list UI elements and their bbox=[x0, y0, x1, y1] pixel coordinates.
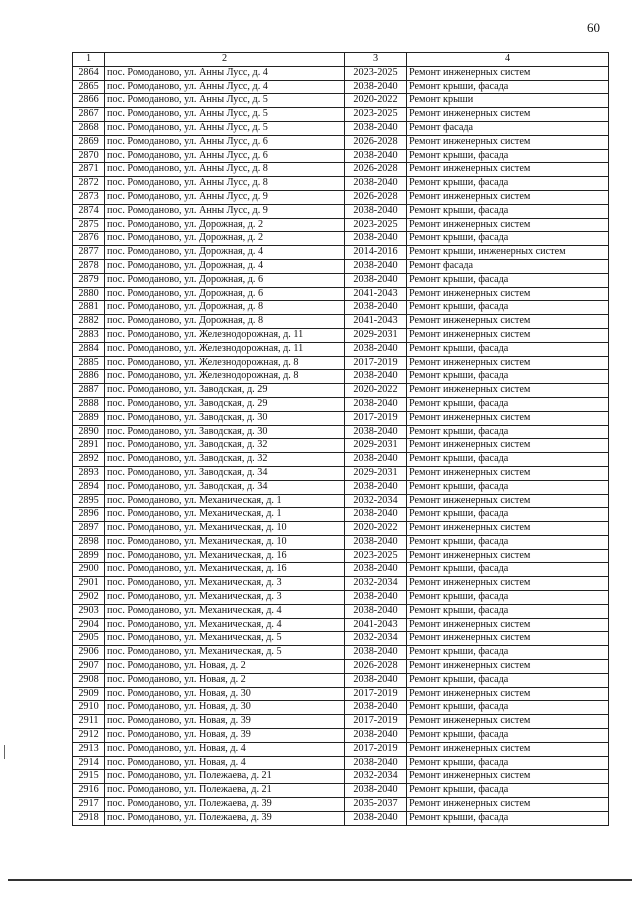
table-row bbox=[73, 811, 609, 825]
cell-address: пос. Ромоданово, ул. Механическая, д. 10 bbox=[105, 535, 345, 549]
cell-period: 2032-2034 bbox=[345, 577, 407, 591]
table-row bbox=[73, 508, 609, 522]
cell-work-type: Ремонт крыши, фасада bbox=[407, 756, 609, 770]
cell-row-number: 2867 bbox=[73, 108, 105, 122]
cell-address: пос. Ромоданово, ул. Механическая, д. 10 bbox=[105, 522, 345, 536]
cell-work-type: Ремонт инженерных систем bbox=[407, 522, 609, 536]
cell-period: 2032-2034 bbox=[345, 632, 407, 646]
table-row bbox=[73, 397, 609, 411]
cell-row-number: 2893 bbox=[73, 466, 105, 480]
cell-work-type: Ремонт инженерных систем bbox=[407, 384, 609, 398]
table-row bbox=[73, 480, 609, 494]
table-row bbox=[73, 411, 609, 425]
cell-work-type: Ремонт инженерных систем bbox=[407, 66, 609, 80]
cell-row-number: 2899 bbox=[73, 549, 105, 563]
table-row bbox=[73, 342, 609, 356]
cell-row-number: 2916 bbox=[73, 784, 105, 798]
table-row bbox=[73, 425, 609, 439]
cell-row-number: 2887 bbox=[73, 384, 105, 398]
cell-work-type: Ремонт крыши, фасада bbox=[407, 80, 609, 94]
cell-address: пос. Ромоданово, ул. Новая, д. 4 bbox=[105, 756, 345, 770]
cell-period: 2038-2040 bbox=[345, 425, 407, 439]
cell-work-type: Ремонт инженерных систем bbox=[407, 135, 609, 149]
cell-row-number: 2888 bbox=[73, 397, 105, 411]
repair-schedule-table bbox=[72, 52, 609, 826]
table-row bbox=[73, 646, 609, 660]
table-row bbox=[73, 577, 609, 591]
cell-address: пос. Ромоданово, ул. Механическая, д. 5 bbox=[105, 632, 345, 646]
table-row bbox=[73, 190, 609, 204]
column-header-work-type: 4 bbox=[407, 53, 609, 67]
cell-period: 2038-2040 bbox=[345, 646, 407, 660]
table-row bbox=[73, 756, 609, 770]
cell-work-type: Ремонт крыши, фасада bbox=[407, 480, 609, 494]
cell-address: пос. Ромоданово, ул. Механическая, д. 16 bbox=[105, 549, 345, 563]
cell-address: пос. Ромоданово, ул. Анны Лусс, д. 6 bbox=[105, 149, 345, 163]
cell-address: пос. Ромоданово, ул. Дорожная, д. 2 bbox=[105, 218, 345, 232]
cell-work-type: Ремонт инженерных систем bbox=[407, 108, 609, 122]
cell-address: пос. Ромоданово, ул. Дорожная, д. 4 bbox=[105, 246, 345, 260]
cell-work-type: Ремонт крыши, фасада bbox=[407, 370, 609, 384]
cell-row-number: 2866 bbox=[73, 94, 105, 108]
cell-row-number: 2876 bbox=[73, 232, 105, 246]
cell-row-number: 2868 bbox=[73, 121, 105, 135]
table-row bbox=[73, 218, 609, 232]
cell-period: 2023-2025 bbox=[345, 108, 407, 122]
table-row bbox=[73, 384, 609, 398]
cell-address: пос. Ромоданово, ул. Анны Лусс, д. 9 bbox=[105, 204, 345, 218]
table-row bbox=[73, 370, 609, 384]
cell-address: пос. Ромоданово, ул. Заводская, д. 29 bbox=[105, 397, 345, 411]
cell-row-number: 2895 bbox=[73, 494, 105, 508]
cell-address: пос. Ромоданово, ул. Механическая, д. 1 bbox=[105, 494, 345, 508]
cell-period: 2029-2031 bbox=[345, 328, 407, 342]
cell-address: пос. Ромоданово, ул. Новая, д. 4 bbox=[105, 742, 345, 756]
column-header-address: 2 bbox=[105, 53, 345, 67]
cell-period: 2038-2040 bbox=[345, 342, 407, 356]
cell-period: 2017-2019 bbox=[345, 687, 407, 701]
cell-work-type: Ремонт инженерных систем bbox=[407, 190, 609, 204]
cell-address: пос. Ромоданово, ул. Механическая, д. 4 bbox=[105, 604, 345, 618]
table-row bbox=[73, 535, 609, 549]
cell-work-type: Ремонт крыши, фасада bbox=[407, 784, 609, 798]
cell-period: 2038-2040 bbox=[345, 232, 407, 246]
cell-row-number: 2891 bbox=[73, 439, 105, 453]
cell-work-type: Ремонт крыши, фасада bbox=[407, 301, 609, 315]
table-row bbox=[73, 163, 609, 177]
cell-period: 2038-2040 bbox=[345, 204, 407, 218]
table-row bbox=[73, 453, 609, 467]
cell-period: 2026-2028 bbox=[345, 135, 407, 149]
table-row bbox=[73, 80, 609, 94]
cell-period: 2023-2025 bbox=[345, 66, 407, 80]
table-row bbox=[73, 177, 609, 191]
cell-period: 2038-2040 bbox=[345, 273, 407, 287]
cell-period: 2038-2040 bbox=[345, 591, 407, 605]
cell-address: пос. Ромоданово, ул. Дорожная, д. 8 bbox=[105, 315, 345, 329]
cell-row-number: 2915 bbox=[73, 770, 105, 784]
cell-period: 2023-2025 bbox=[345, 549, 407, 563]
cell-period: 2038-2040 bbox=[345, 563, 407, 577]
cell-work-type: Ремонт инженерных систем bbox=[407, 356, 609, 370]
table-row bbox=[73, 522, 609, 536]
cell-row-number: 2906 bbox=[73, 646, 105, 660]
cell-address: пос. Ромоданово, ул. Новая, д. 2 bbox=[105, 673, 345, 687]
cell-row-number: 2908 bbox=[73, 673, 105, 687]
table-row bbox=[73, 66, 609, 80]
cell-period: 2038-2040 bbox=[345, 811, 407, 825]
cell-address: пос. Ромоданово, ул. Заводская, д. 29 bbox=[105, 384, 345, 398]
cell-address: пос. Ромоданово, ул. Новая, д. 30 bbox=[105, 687, 345, 701]
cell-row-number: 2877 bbox=[73, 246, 105, 260]
table-row bbox=[73, 94, 609, 108]
cell-work-type: Ремонт крыши, фасада bbox=[407, 453, 609, 467]
cell-address: пос. Ромоданово, ул. Новая, д. 30 bbox=[105, 701, 345, 715]
cell-work-type: Ремонт крыши, фасада bbox=[407, 563, 609, 577]
cell-row-number: 2880 bbox=[73, 287, 105, 301]
table-row bbox=[73, 798, 609, 812]
cell-work-type: Ремонт инженерных систем bbox=[407, 466, 609, 480]
cell-address: пос. Ромоданово, ул. Полежаева, д. 21 bbox=[105, 784, 345, 798]
table-row bbox=[73, 232, 609, 246]
cell-work-type: Ремонт инженерных систем bbox=[407, 715, 609, 729]
cell-work-type: Ремонт фасада bbox=[407, 121, 609, 135]
cell-row-number: 2889 bbox=[73, 411, 105, 425]
cell-period: 2038-2040 bbox=[345, 301, 407, 315]
cell-address: пос. Ромоданово, ул. Анны Лусс, д. 8 bbox=[105, 177, 345, 191]
cell-address: пос. Ромоданово, ул. Механическая, д. 5 bbox=[105, 646, 345, 660]
cell-period: 2023-2025 bbox=[345, 218, 407, 232]
cell-address: пос. Ромоданово, ул. Дорожная, д. 4 bbox=[105, 259, 345, 273]
cell-row-number: 2911 bbox=[73, 715, 105, 729]
cell-address: пос. Ромоданово, ул. Дорожная, д. 6 bbox=[105, 273, 345, 287]
table-row bbox=[73, 549, 609, 563]
cell-address: пос. Ромоданово, ул. Анны Лусс, д. 4 bbox=[105, 80, 345, 94]
table-row bbox=[73, 135, 609, 149]
cell-work-type: Ремонт крыши, фасада bbox=[407, 177, 609, 191]
cell-row-number: 2883 bbox=[73, 328, 105, 342]
cell-row-number: 2886 bbox=[73, 370, 105, 384]
cell-work-type: Ремонт инженерных систем bbox=[407, 687, 609, 701]
cell-address: пос. Ромоданово, ул. Полежаева, д. 39 bbox=[105, 798, 345, 812]
cell-period: 2032-2034 bbox=[345, 770, 407, 784]
cell-period: 2017-2019 bbox=[345, 411, 407, 425]
table-row bbox=[73, 742, 609, 756]
cell-row-number: 2890 bbox=[73, 425, 105, 439]
cell-work-type: Ремонт крыши, фасада bbox=[407, 535, 609, 549]
cell-work-type: Ремонт инженерных систем bbox=[407, 577, 609, 591]
cell-row-number: 2894 bbox=[73, 480, 105, 494]
table-body bbox=[73, 66, 609, 825]
cell-period: 2017-2019 bbox=[345, 742, 407, 756]
cell-work-type: Ремонт крыши, фасада bbox=[407, 149, 609, 163]
table-row bbox=[73, 439, 609, 453]
cell-work-type: Ремонт инженерных систем bbox=[407, 770, 609, 784]
cell-row-number: 2881 bbox=[73, 301, 105, 315]
cell-period: 2017-2019 bbox=[345, 356, 407, 370]
cell-address: пос. Ромоданово, ул. Механическая, д. 1 bbox=[105, 508, 345, 522]
cell-row-number: 2884 bbox=[73, 342, 105, 356]
column-header-period: 3 bbox=[345, 53, 407, 67]
cell-address: пос. Ромоданово, ул. Новая, д. 2 bbox=[105, 660, 345, 674]
cell-period: 2014-2016 bbox=[345, 246, 407, 260]
table-row bbox=[73, 729, 609, 743]
table-header-row bbox=[73, 53, 609, 67]
table-row bbox=[73, 563, 609, 577]
cell-period: 2041-2043 bbox=[345, 287, 407, 301]
column-header-number: 1 bbox=[73, 53, 105, 67]
table-row bbox=[73, 701, 609, 715]
cell-address: пос. Ромоданово, ул. Дорожная, д. 8 bbox=[105, 301, 345, 315]
cell-work-type: Ремонт крыши, фасада bbox=[407, 273, 609, 287]
cell-work-type: Ремонт инженерных систем bbox=[407, 742, 609, 756]
bottom-rule bbox=[8, 879, 632, 881]
cell-row-number: 2901 bbox=[73, 577, 105, 591]
cell-row-number: 2875 bbox=[73, 218, 105, 232]
cell-address: пос. Ромоданово, ул. Анны Лусс, д. 5 bbox=[105, 94, 345, 108]
cell-row-number: 2907 bbox=[73, 660, 105, 674]
cell-period: 2041-2043 bbox=[345, 618, 407, 632]
table-row bbox=[73, 715, 609, 729]
cell-period: 2035-2037 bbox=[345, 798, 407, 812]
cell-work-type: Ремонт инженерных систем bbox=[407, 163, 609, 177]
cell-work-type: Ремонт крыши, фасада bbox=[407, 701, 609, 715]
cell-period: 2038-2040 bbox=[345, 177, 407, 191]
cell-period: 2020-2022 bbox=[345, 522, 407, 536]
table-row bbox=[73, 246, 609, 260]
cell-row-number: 2869 bbox=[73, 135, 105, 149]
cell-work-type: Ремонт крыши, фасада bbox=[407, 591, 609, 605]
cell-row-number: 2870 bbox=[73, 149, 105, 163]
cell-work-type: Ремонт инженерных систем bbox=[407, 618, 609, 632]
cell-address: пос. Ромоданово, ул. Новая, д. 39 bbox=[105, 729, 345, 743]
page-number: 60 bbox=[587, 20, 600, 35]
table-row bbox=[73, 466, 609, 480]
cell-work-type: Ремонт крыши, фасада bbox=[407, 811, 609, 825]
cell-period: 2038-2040 bbox=[345, 784, 407, 798]
table-row bbox=[73, 632, 609, 646]
table-row bbox=[73, 315, 609, 329]
cell-period: 2020-2022 bbox=[345, 384, 407, 398]
cell-period: 2017-2019 bbox=[345, 715, 407, 729]
table-row bbox=[73, 356, 609, 370]
cell-address: пос. Ромоданово, ул. Заводская, д. 34 bbox=[105, 466, 345, 480]
table-row bbox=[73, 204, 609, 218]
cell-work-type: Ремонт крыши, фасада bbox=[407, 646, 609, 660]
cell-period: 2038-2040 bbox=[345, 259, 407, 273]
cell-address: пос. Ромоданово, ул. Анны Лусс, д. 5 bbox=[105, 121, 345, 135]
cell-work-type: Ремонт инженерных систем bbox=[407, 798, 609, 812]
cell-period: 2038-2040 bbox=[345, 535, 407, 549]
table-row bbox=[73, 591, 609, 605]
cell-work-type: Ремонт крыши, инженерных систем bbox=[407, 246, 609, 260]
cell-row-number: 2872 bbox=[73, 177, 105, 191]
cell-address: пос. Ромоданово, ул. Заводская, д. 30 bbox=[105, 411, 345, 425]
cell-work-type: Ремонт инженерных систем bbox=[407, 315, 609, 329]
cell-address: пос. Ромоданово, ул. Анны Лусс, д. 5 bbox=[105, 108, 345, 122]
cell-period: 2038-2040 bbox=[345, 604, 407, 618]
cell-address: пос. Ромоданово, ул. Полежаева, д. 21 bbox=[105, 770, 345, 784]
cell-row-number: 2904 bbox=[73, 618, 105, 632]
cell-address: пос. Ромоданово, ул. Анны Лусс, д. 8 bbox=[105, 163, 345, 177]
cell-work-type: Ремонт инженерных систем bbox=[407, 632, 609, 646]
table-row bbox=[73, 259, 609, 273]
cell-work-type: Ремонт крыши, фасада bbox=[407, 508, 609, 522]
cell-address: пос. Ромоданово, ул. Заводская, д. 32 bbox=[105, 439, 345, 453]
table-row bbox=[73, 287, 609, 301]
table-row bbox=[73, 618, 609, 632]
table-row bbox=[73, 301, 609, 315]
cell-row-number: 2897 bbox=[73, 522, 105, 536]
cell-period: 2038-2040 bbox=[345, 453, 407, 467]
cell-period: 2038-2040 bbox=[345, 370, 407, 384]
cell-row-number: 2882 bbox=[73, 315, 105, 329]
table-row bbox=[73, 673, 609, 687]
cell-period: 2038-2040 bbox=[345, 729, 407, 743]
cell-row-number: 2902 bbox=[73, 591, 105, 605]
cell-work-type: Ремонт крыши, фасада bbox=[407, 397, 609, 411]
cell-period: 2029-2031 bbox=[345, 439, 407, 453]
cell-work-type: Ремонт инженерных систем bbox=[407, 494, 609, 508]
cell-work-type: Ремонт инженерных систем bbox=[407, 218, 609, 232]
cell-row-number: 2873 bbox=[73, 190, 105, 204]
cell-row-number: 2878 bbox=[73, 259, 105, 273]
cell-address: пос. Ромоданово, ул. Механическая, д. 4 bbox=[105, 618, 345, 632]
cell-row-number: 2879 bbox=[73, 273, 105, 287]
cell-address: пос. Ромоданово, ул. Дорожная, д. 6 bbox=[105, 287, 345, 301]
cell-address: пос. Ромоданово, ул. Заводская, д. 30 bbox=[105, 425, 345, 439]
cell-row-number: 2885 bbox=[73, 356, 105, 370]
cell-row-number: 2871 bbox=[73, 163, 105, 177]
cell-work-type: Ремонт крыши, фасада bbox=[407, 673, 609, 687]
table-row bbox=[73, 660, 609, 674]
cell-work-type: Ремонт инженерных систем bbox=[407, 287, 609, 301]
cell-period: 2038-2040 bbox=[345, 508, 407, 522]
table-row bbox=[73, 604, 609, 618]
cell-work-type: Ремонт инженерных систем bbox=[407, 328, 609, 342]
cell-row-number: 2900 bbox=[73, 563, 105, 577]
cell-row-number: 2912 bbox=[73, 729, 105, 743]
cell-row-number: 2913 bbox=[73, 742, 105, 756]
table-row bbox=[73, 494, 609, 508]
scan-edge-mark bbox=[4, 745, 5, 759]
cell-row-number: 2865 bbox=[73, 80, 105, 94]
cell-work-type: Ремонт крыши bbox=[407, 94, 609, 108]
cell-row-number: 2864 bbox=[73, 66, 105, 80]
cell-address: пос. Ромоданово, ул. Железнодорожная, д. 8 bbox=[105, 356, 345, 370]
cell-address: пос. Ромоданово, ул. Дорожная, д. 2 bbox=[105, 232, 345, 246]
cell-address: пос. Ромоданово, ул. Железнодорожная, д. 11 bbox=[105, 342, 345, 356]
cell-period: 2026-2028 bbox=[345, 163, 407, 177]
cell-period: 2038-2040 bbox=[345, 397, 407, 411]
cell-work-type: Ремонт фасада bbox=[407, 259, 609, 273]
cell-row-number: 2910 bbox=[73, 701, 105, 715]
cell-period: 2038-2040 bbox=[345, 121, 407, 135]
cell-address: пос. Ромоданово, ул. Полежаева, д. 39 bbox=[105, 811, 345, 825]
cell-address: пос. Ромоданово, ул. Механическая, д. 3 bbox=[105, 577, 345, 591]
cell-period: 2026-2028 bbox=[345, 190, 407, 204]
cell-row-number: 2892 bbox=[73, 453, 105, 467]
cell-period: 2038-2040 bbox=[345, 756, 407, 770]
cell-period: 2038-2040 bbox=[345, 673, 407, 687]
cell-period: 2038-2040 bbox=[345, 701, 407, 715]
cell-address: пос. Ромоданово, ул. Анны Лусс, д. 6 bbox=[105, 135, 345, 149]
cell-address: пос. Ромоданово, ул. Механическая, д. 3 bbox=[105, 591, 345, 605]
table-row bbox=[73, 149, 609, 163]
table-row bbox=[73, 273, 609, 287]
cell-period: 2020-2022 bbox=[345, 94, 407, 108]
table-row bbox=[73, 108, 609, 122]
cell-work-type: Ремонт крыши, фасада bbox=[407, 342, 609, 356]
table-row bbox=[73, 121, 609, 135]
cell-address: пос. Ромоданово, ул. Анны Лусс, д. 9 bbox=[105, 190, 345, 204]
cell-row-number: 2918 bbox=[73, 811, 105, 825]
table-row bbox=[73, 328, 609, 342]
cell-work-type: Ремонт инженерных систем bbox=[407, 439, 609, 453]
table-row bbox=[73, 784, 609, 798]
cell-row-number: 2903 bbox=[73, 604, 105, 618]
cell-row-number: 2914 bbox=[73, 756, 105, 770]
cell-work-type: Ремонт инженерных систем bbox=[407, 549, 609, 563]
cell-row-number: 2896 bbox=[73, 508, 105, 522]
table-row bbox=[73, 687, 609, 701]
cell-address: пос. Ромоданово, ул. Механическая, д. 16 bbox=[105, 563, 345, 577]
cell-work-type: Ремонт крыши, фасада bbox=[407, 425, 609, 439]
cell-period: 2026-2028 bbox=[345, 660, 407, 674]
cell-row-number: 2917 bbox=[73, 798, 105, 812]
cell-period: 2032-2034 bbox=[345, 494, 407, 508]
cell-work-type: Ремонт инженерных систем bbox=[407, 411, 609, 425]
cell-work-type: Ремонт инженерных систем bbox=[407, 660, 609, 674]
cell-period: 2038-2040 bbox=[345, 480, 407, 494]
cell-address: пос. Ромоданово, ул. Железнодорожная, д. 11 bbox=[105, 328, 345, 342]
cell-period: 2038-2040 bbox=[345, 149, 407, 163]
table-row bbox=[73, 770, 609, 784]
cell-period: 2041-2043 bbox=[345, 315, 407, 329]
cell-work-type: Ремонт крыши, фасада bbox=[407, 604, 609, 618]
cell-row-number: 2905 bbox=[73, 632, 105, 646]
cell-row-number: 2874 bbox=[73, 204, 105, 218]
cell-work-type: Ремонт крыши, фасада bbox=[407, 204, 609, 218]
cell-address: пос. Ромоданово, ул. Железнодорожная, д. 8 bbox=[105, 370, 345, 384]
cell-work-type: Ремонт крыши, фасада bbox=[407, 729, 609, 743]
cell-row-number: 2898 bbox=[73, 535, 105, 549]
cell-address: пос. Ромоданово, ул. Анны Лусс, д. 4 bbox=[105, 66, 345, 80]
cell-address: пос. Ромоданово, ул. Новая, д. 39 bbox=[105, 715, 345, 729]
cell-period: 2029-2031 bbox=[345, 466, 407, 480]
cell-row-number: 2909 bbox=[73, 687, 105, 701]
cell-address: пос. Ромоданово, ул. Заводская, д. 32 bbox=[105, 453, 345, 467]
cell-work-type: Ремонт крыши, фасада bbox=[407, 232, 609, 246]
cell-period: 2038-2040 bbox=[345, 80, 407, 94]
cell-address: пос. Ромоданово, ул. Заводская, д. 34 bbox=[105, 480, 345, 494]
